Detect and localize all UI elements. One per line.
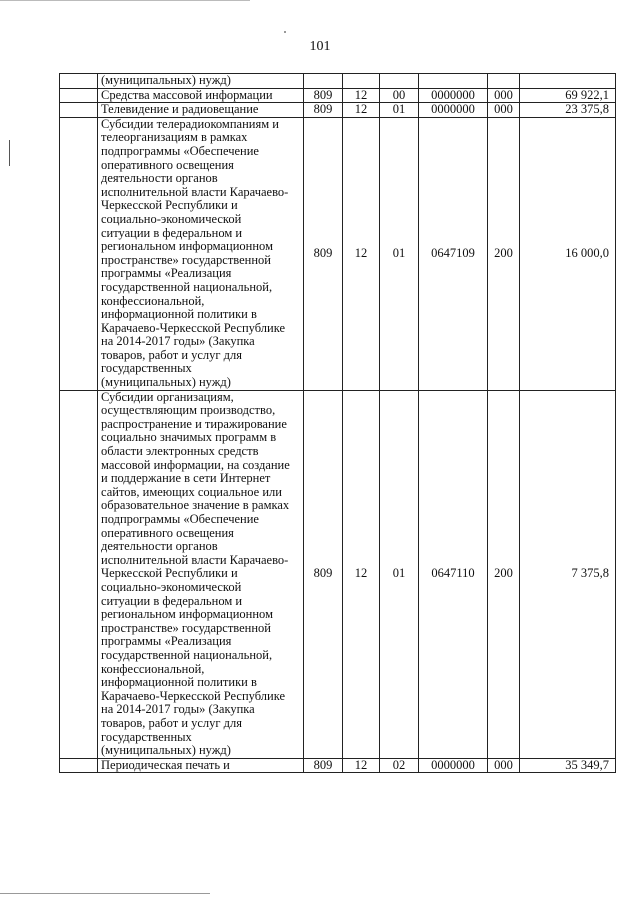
name-line: области электронных средств	[101, 444, 259, 459]
cell-name	[98, 117, 304, 390]
name-line: на 2014-2017 годы» (Закупка	[101, 334, 255, 349]
budget-table-body	[60, 74, 616, 773]
name-line: Карачаево-Черкесской Республике	[101, 688, 286, 703]
cell-index	[60, 390, 98, 758]
cell-amount: 35 349,7	[520, 758, 616, 773]
name-line: исполнительной власти Карачаево-	[101, 184, 289, 199]
name-line: региональном информационном	[101, 239, 273, 254]
name-line: программы «Реализация	[101, 266, 232, 281]
cell-rz	[343, 74, 380, 89]
cell-csr	[419, 74, 488, 89]
cell-pr: 01	[380, 103, 419, 118]
cell-amount	[520, 74, 616, 89]
cell-rz: 12	[343, 390, 380, 758]
cell-csr: 0000000	[419, 758, 488, 773]
name-line: государственной национальной,	[101, 279, 273, 294]
name-line: исполнительной власти Карачаево-	[101, 552, 289, 567]
name-line: Периодическая печать и	[101, 757, 230, 772]
scan-mark-bottom	[0, 893, 210, 894]
name-line: информационной политики в	[101, 307, 257, 322]
table-row	[60, 117, 616, 390]
cell-gr: 809	[304, 117, 343, 390]
name-line: товаров, работ и услуг для	[101, 715, 243, 730]
name-line: ситуации в федеральном и	[101, 593, 243, 608]
cell-name	[98, 74, 304, 89]
cell-csr: 0000000	[419, 103, 488, 118]
cell-csr: 0647110	[419, 390, 488, 758]
name-line: Субсидии телерадиокомпаниям и	[101, 116, 279, 131]
cell-amount: 16 000,0	[520, 117, 616, 390]
name-line: товаров, работ и услуг для	[101, 347, 243, 362]
name-line: государственных	[101, 361, 192, 376]
name-line: программы «Реализация	[101, 634, 232, 649]
cell-vr: 200	[488, 117, 520, 390]
table-row	[60, 390, 616, 758]
name-line: Карачаево-Черкесской Республике	[101, 320, 286, 335]
cell-amount: 69 922,1	[520, 88, 616, 103]
cell-index	[60, 88, 98, 103]
cell-vr	[488, 74, 520, 89]
name-line: Черкесской Республики и	[101, 198, 238, 213]
cell-rz: 12	[343, 103, 380, 118]
name-line: конфессиональной,	[101, 661, 205, 676]
cell-index	[60, 758, 98, 773]
name-line: деятельности органов	[101, 171, 218, 186]
cell-gr: 809	[304, 758, 343, 773]
cell-name	[98, 103, 304, 118]
name-line: деятельности органов	[101, 539, 218, 554]
name-line: осуществляющим производство,	[101, 403, 276, 418]
cell-rz: 12	[343, 758, 380, 773]
name-line: и поддержание в сети Интернет	[101, 471, 271, 486]
name-line: образовательное значение в рамках	[101, 498, 290, 513]
cell-pr: 02	[380, 758, 419, 773]
name-line: государственной национальной,	[101, 647, 273, 662]
cell-index	[60, 103, 98, 118]
page-number: 101	[309, 39, 331, 54]
name-line: подпрограммы «Обеспечение	[101, 512, 259, 526]
scan-mark-dot	[284, 31, 286, 33]
cell-vr: 200	[488, 390, 520, 758]
name-line: ситуации в федеральном и	[101, 225, 243, 240]
cell-vr: 000	[488, 103, 520, 118]
name-line: (муниципальных) нужд)	[101, 743, 231, 758]
cell-gr: 809	[304, 103, 343, 118]
name-line: Телевидение и радиовещание	[101, 102, 259, 117]
name-line: массовой информации, на создание	[101, 457, 290, 472]
name-line: информационной политики в	[101, 675, 257, 690]
scan-mark-left	[9, 140, 10, 166]
name-line: сайтов, имеющих социальное или	[101, 484, 282, 499]
name-line: региональном информационном	[101, 607, 273, 622]
name-line: (муниципальных) нужд)	[101, 73, 231, 87]
table-row	[60, 758, 616, 773]
name-line: социально-экономической	[101, 211, 242, 226]
name-line: распространение и тиражирование	[101, 416, 287, 431]
name-line: Субсидии организациям,	[101, 389, 234, 404]
name-line: подпрограммы «Обеспечение	[101, 143, 259, 158]
cell-gr: 809	[304, 390, 343, 758]
cell-name	[98, 88, 304, 103]
table-row	[60, 103, 616, 118]
name-line: телеорганизациям в рамках	[101, 130, 248, 145]
cell-csr: 0647109	[419, 117, 488, 390]
cell-gr: 809	[304, 88, 343, 103]
name-line: пространстве» государственной	[101, 620, 272, 635]
cell-rz: 12	[343, 117, 380, 390]
cell-amount: 23 375,8	[520, 103, 616, 118]
cell-index	[60, 117, 98, 390]
cell-index	[60, 74, 98, 89]
name-line: Средства массовой информации	[101, 87, 273, 102]
table-row	[60, 74, 616, 89]
name-line: оперативного освещения	[101, 525, 234, 540]
scan-mark-top	[0, 0, 250, 1]
cell-amount: 7 375,8	[520, 390, 616, 758]
name-line: на 2014-2017 годы» (Закупка	[101, 702, 255, 717]
cell-rz: 12	[343, 88, 380, 103]
name-line: оперативного освещения	[101, 157, 234, 172]
cell-csr: 0000000	[419, 88, 488, 103]
cell-name	[98, 390, 304, 758]
cell-gr	[304, 74, 343, 89]
cell-pr: 01	[380, 117, 419, 390]
cell-pr	[380, 74, 419, 89]
name-line: социально-экономической	[101, 579, 242, 594]
budget-table	[59, 73, 616, 773]
name-line: (муниципальных) нужд)	[101, 375, 231, 390]
cell-vr: 000	[488, 88, 520, 103]
cell-name	[98, 758, 304, 773]
cell-pr: 00	[380, 88, 419, 103]
name-line: государственных	[101, 729, 192, 744]
cell-pr: 01	[380, 390, 419, 758]
cell-vr: 000	[488, 758, 520, 773]
name-line: конфессиональной,	[101, 293, 205, 308]
name-line: Черкесской Республики и	[101, 566, 238, 581]
name-line: пространстве» государственной	[101, 252, 272, 267]
table-row	[60, 88, 616, 103]
name-line: социально значимых программ в	[101, 430, 277, 445]
